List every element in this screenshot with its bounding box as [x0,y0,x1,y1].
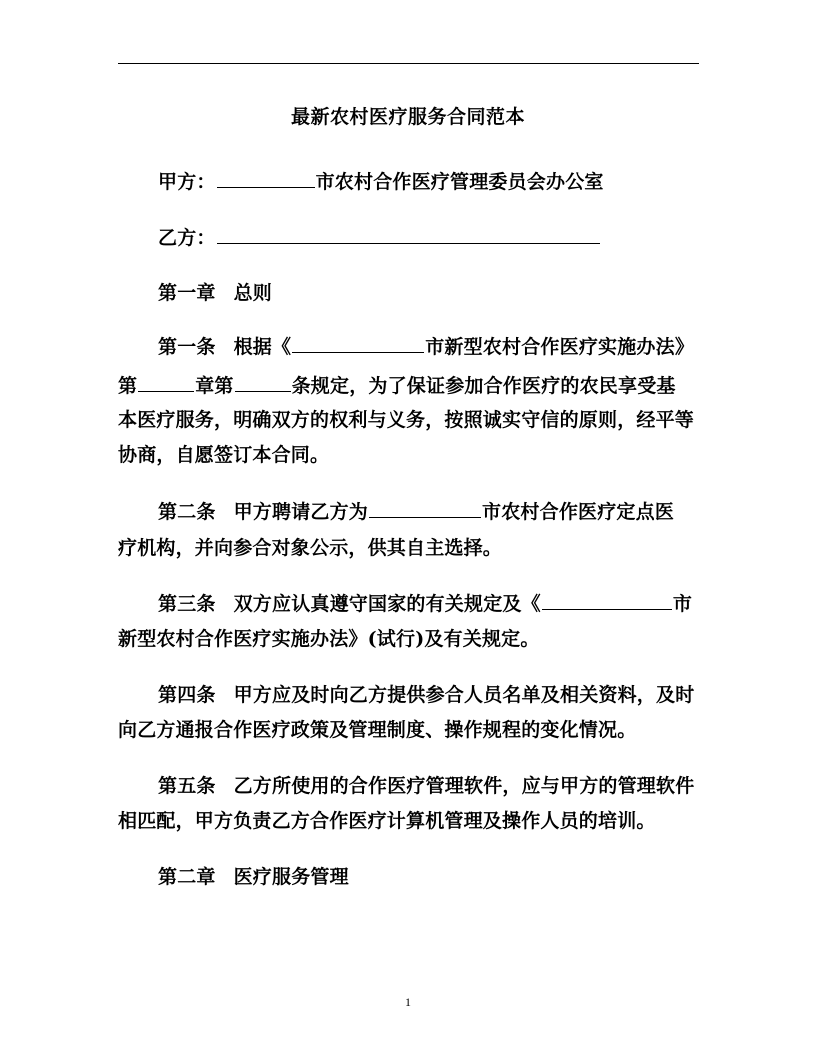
party-b-label: 乙方： [158,227,216,249]
article-3-text-a: 双方应认真遵守国家的有关规定及《 [233,593,541,615]
chapter-1-name: 总则 [233,282,273,304]
article-3-text-b: 市 [672,593,693,615]
page-number: 1 [405,995,411,1009]
article-2-num: 第二条 [158,501,216,523]
article-3-line-1 [158,589,692,616]
article-1-text-d: 章第 [195,375,234,397]
article-2-line-2: 疗机构，并向参合对象公示，供其自主选择。 [118,537,503,559]
article-1-text-e: 条规定，为了保证参加合作医疗的农民享受基 [291,375,676,397]
chapter-2-name: 医疗服务管理 [233,866,349,888]
article-1-line-3: 本医疗服务，明确双方的权利与义务，按照诚实守信的原则，经平等 [118,409,695,431]
article-2-blank-city [369,516,481,518]
article-4-text-a: 甲方应及时向乙方提供参合人员名单及相关资料，及时 [233,684,695,706]
article-1-line-1 [158,332,694,359]
chapter-2-num: 第二章 [158,866,216,888]
article-3-num: 第三条 [158,593,216,615]
chapter-2-heading [158,862,349,889]
article-3-line-2: 新型农村合作医疗实施办法》(试行)及有关规定。 [118,628,540,650]
article-5-num: 第五条 [158,775,216,797]
party-a-suffix: 市农村合作医疗管理委员会办公室 [315,171,604,193]
article-1-text-b: 市新型农村合作医疗实施办法》 [425,336,695,358]
article-1-line-4: 协商，自愿签订本合同。 [118,444,330,466]
header-rule [118,63,699,64]
article-1-line-2 [118,371,676,398]
article-1-blank-article [235,390,291,392]
article-1-num: 第一条 [158,336,216,358]
party-a-line [158,167,604,194]
article-5-line-1 [158,771,694,798]
article-1-blank-city [292,351,424,353]
article-4-num: 第四条 [158,684,216,706]
article-5-line-2: 相匹配，甲方负责乙方合作医疗计算机管理及操作人员的培训。 [118,810,656,832]
article-2-line-1 [158,497,674,524]
article-1-text-a: 根据《 [233,336,292,358]
article-4-line-1 [158,680,694,707]
article-2-text-a: 甲方聘请乙方为 [233,501,369,523]
article-4-line-2: 向乙方通报合作医疗政策及管理制度、操作规程的变化情况。 [118,719,637,741]
chapter-1-num: 第一章 [158,282,216,304]
article-1-text-c: 第 [118,375,138,397]
party-b-blank [217,242,600,244]
document-title: 最新农村医疗服务合同范本 [290,106,525,128]
article-5-text-a: 乙方所使用的合作医疗管理软件，应与甲方的管理软件 [233,775,695,797]
party-a-blank [217,186,315,188]
article-2-text-b: 市农村合作医疗定点医 [482,501,675,523]
article-1-blank-chapter [138,390,194,392]
party-a-label: 甲方： [158,171,216,193]
party-b-line [158,223,601,250]
article-3-blank-city [542,608,672,610]
chapter-1-heading [158,278,272,305]
